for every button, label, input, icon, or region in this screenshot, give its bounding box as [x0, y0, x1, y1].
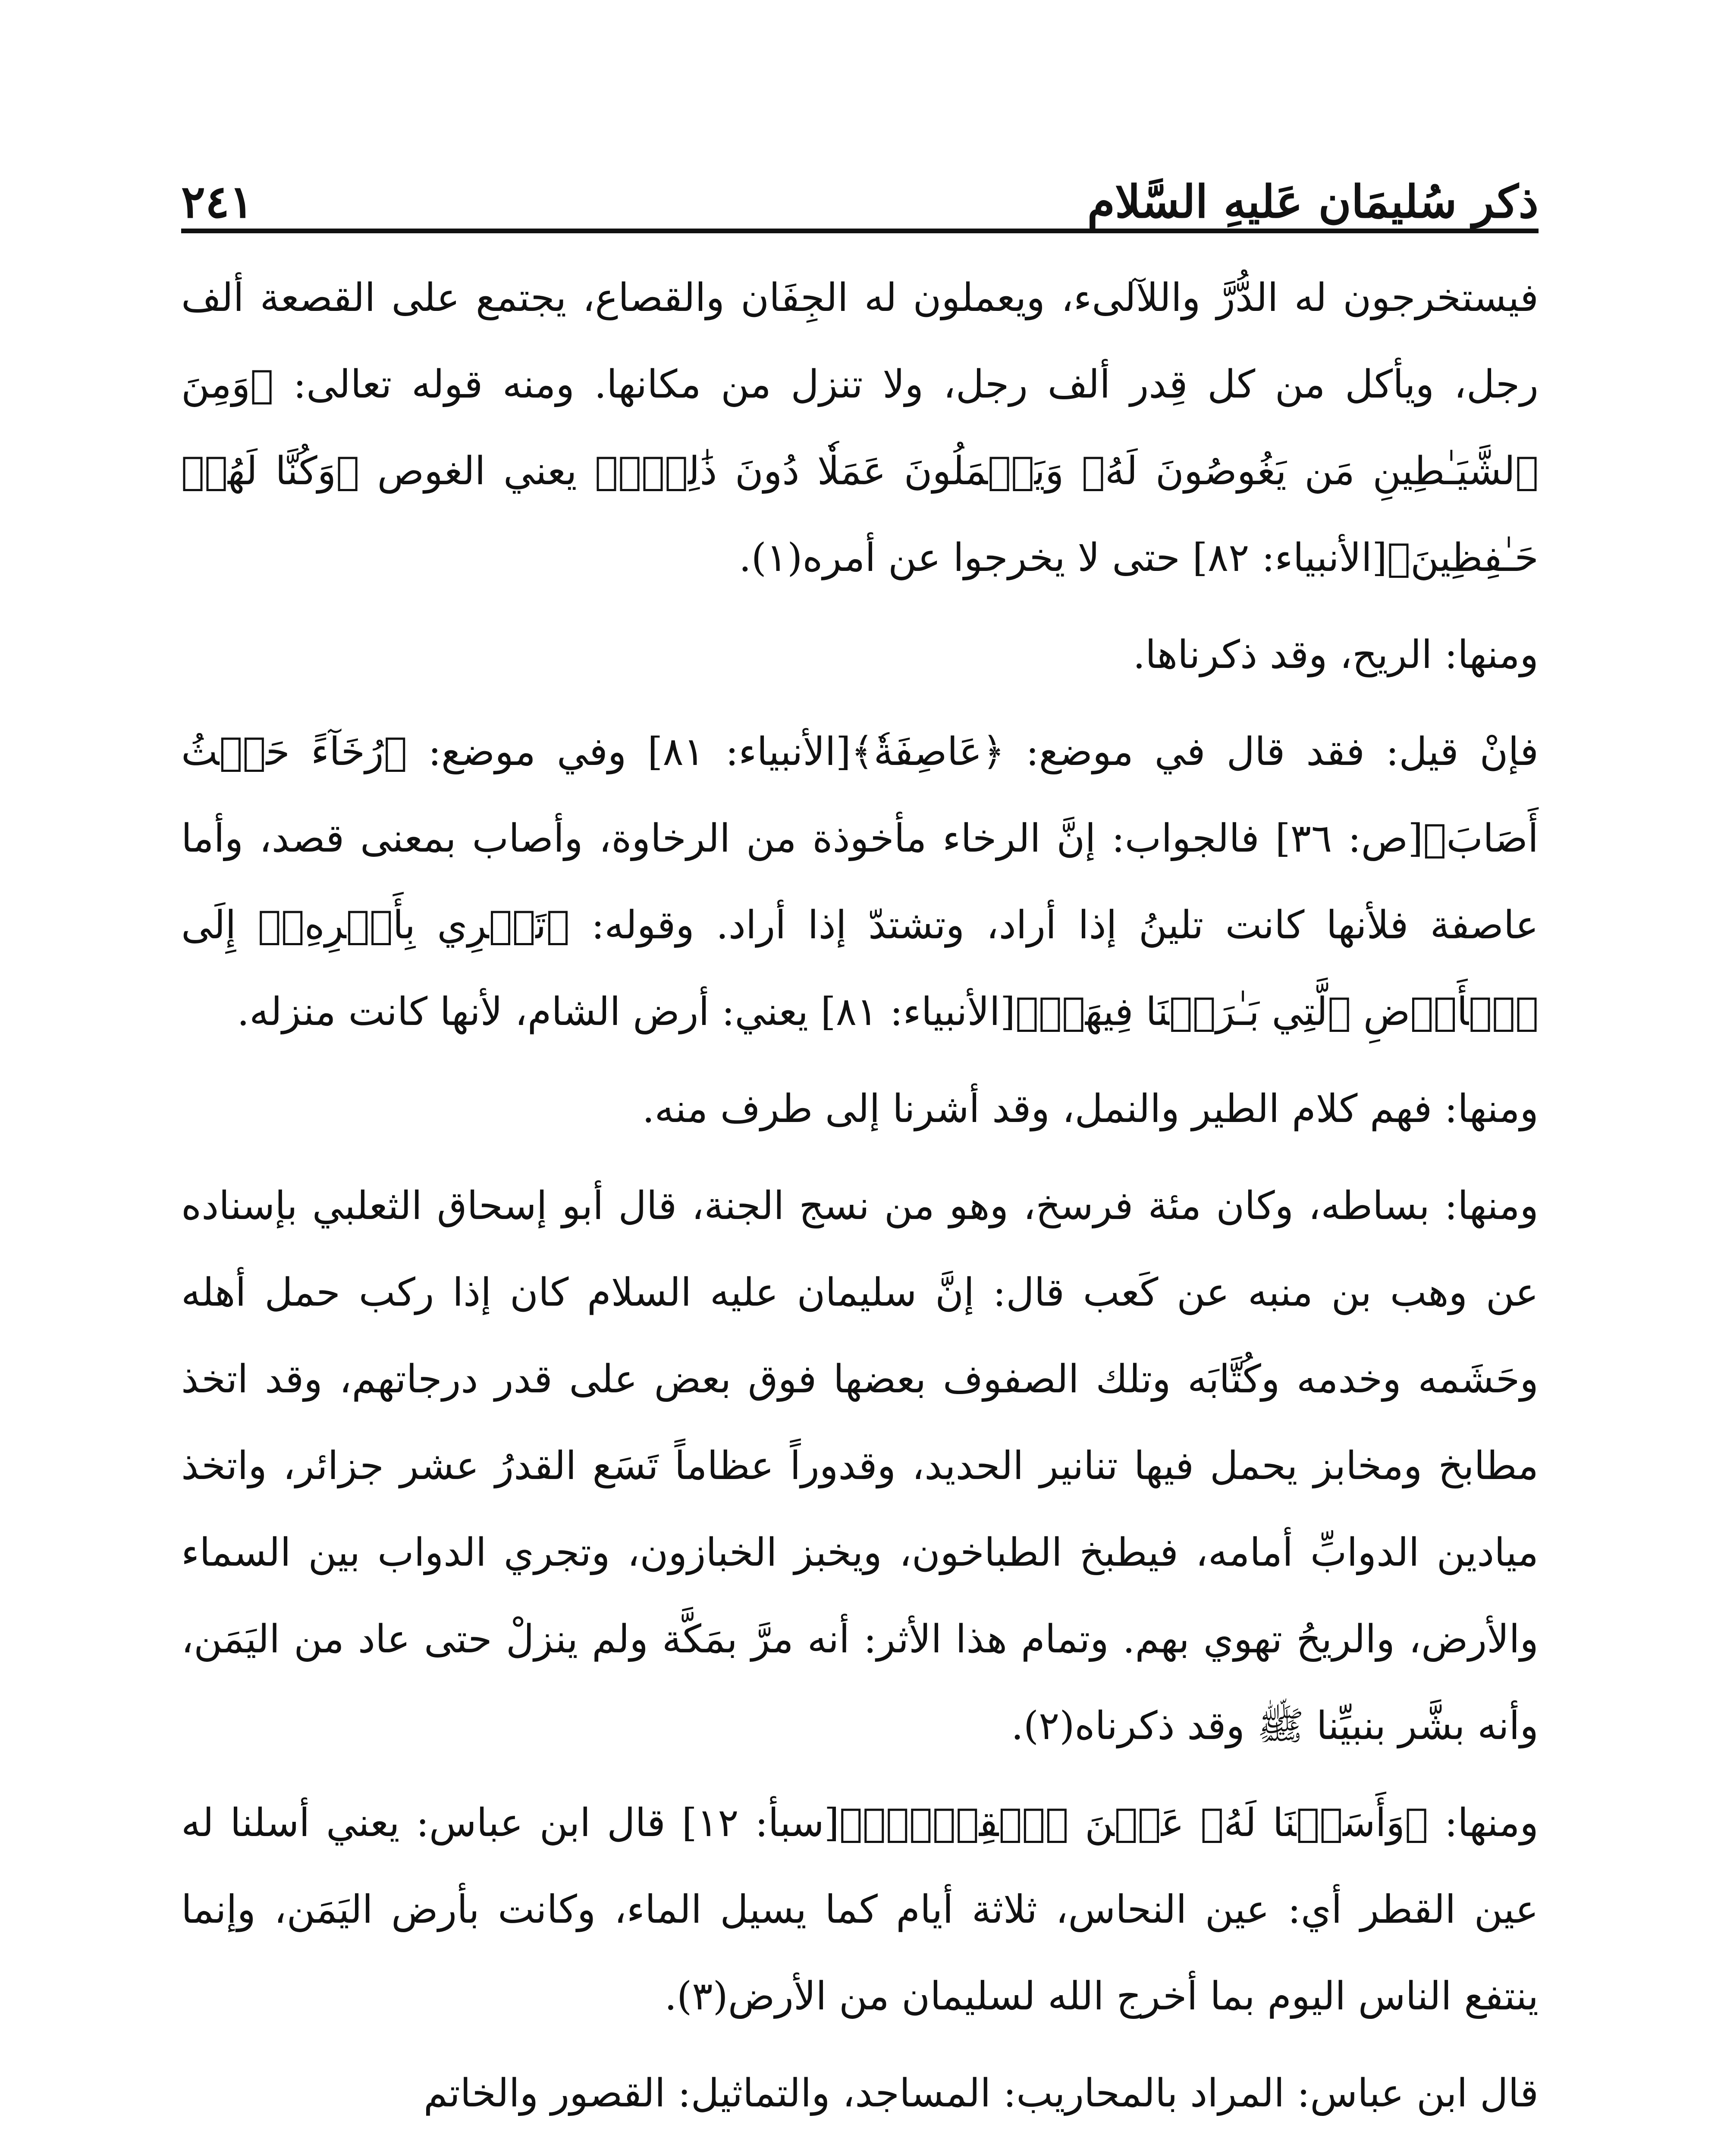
running-title: ذكر سُليمَان عَليهِ السَّلام [1087, 175, 1539, 228]
paragraph: ومنها: بساطه، وكان مئة فرسخ، وهو من نسج الجنة، قال أبو إسحاق الثعلبي بإسناده عن وهب بن منبه عن كَعب قال: إنَّ سليمان عليه السلام كان إذا ركب حمل أهله وحَشَمه وخدمه وكُتَّابَه وتلك الصفوف بعضها فوق بعض على قدر درجاتهم، وقد اتخذ مطابخ ومخابز يحمل فيها تنانير الحديد، وقدوراً عظاماً تَسَع القدرُ عشر جزائر، واتخذ ميادين الدوابِّ أمامه، فيطبخ الطباخون، ويخبز الخبازون، وتجري الدواب بين السماء والأرض، والريحُ تهوي بهم. وتمام هذا الأثر: أنه مرَّ بمَكَّة ولم ينزلْ حتى عاد من اليَمَن، وأنه بشَّر بنبيِّنا ﷺ وقد ذكرناه(٢). [181, 1183, 1539, 1749]
paragraph: فيستخرجون له الدُّرَّ واللآلىء، ويعملون له الجِفَان والقصاع، يجتمع على القصعة ألف رجل، ويأكل من كل قِدر ألف رجل، ولا تنزل من مكانها. ومنه قوله تعالى: ﴿وَمِنَ ٱلشَّيَـٰطِينِ مَن يَغُوصُونَ لَهُۥ وَيَعۡمَلُونَ عَمَلٗا دُونَ ذَٰلِكَۖ﴾ يعني الغوص ﴿وَكُنَّا لَهُمۡ حَـٰفِظِينَ﴾[الأنبياء: ٨٢] حتى لا يخرجوا عن أمره(١). [181, 275, 1539, 580]
paragraph: قال ابن عباس: المراد بالمحاريب: المساجد، والتماثيل: القصور والخاتم [423, 2071, 1539, 2116]
page-number: ٢٤١ [181, 175, 254, 228]
paragraph: ومنها: ﴿وَأَسَلۡنَا لَهُۥ عَيۡنَ ٱلۡقِطۡرِۖ﴾[سبأ: ١٢] قال ابن عباس: يعني أسلنا له عين القطر أي: عين النحاس، ثلاثة أيام كما يسيل الماء، وكانت بأرض اليَمَن، وإنما ينتفع الناس اليوم بما أخرج الله لسليمان من الأرض(٣). [181, 1800, 1539, 2019]
paragraph: فإنْ قيل: فقد قال في موضع: ﴿عَاصِفَةٗ﴾[الأنبياء: ٨١] وفي موضع: ﴿رُخَآءً حَيۡثُ أَصَابَ﴾[ص: ٣٦] فالجواب: إنَّ الرخاء مأخوذة من الرخاوة، وأصاب بمعنى قصد، وأما عاصفة فلأنها كانت تلينُ إذا أراد، وتشتدّ إذا أراد. وقوله: ﴿تَجۡرِي بِأَمۡرِهِۦٓ إِلَى ٱلۡأَرۡضِ ٱلَّتِي بَـٰرَكۡنَا فِيهَاۚ﴾[الأنبياء: ٨١] يعني: أرض الشام، لأنها كانت منزله. [181, 729, 1539, 1034]
paragraph: ومنها: الريح، وقد ذكرناها. [1133, 632, 1539, 677]
header-rule [181, 229, 1539, 233]
body-text [181, 254, 1539, 2147]
paragraph: ومنها: فهم كلام الطير والنمل، وقد أشرنا إلى طرف منه. [642, 1086, 1539, 1131]
page-header [181, 142, 1539, 228]
